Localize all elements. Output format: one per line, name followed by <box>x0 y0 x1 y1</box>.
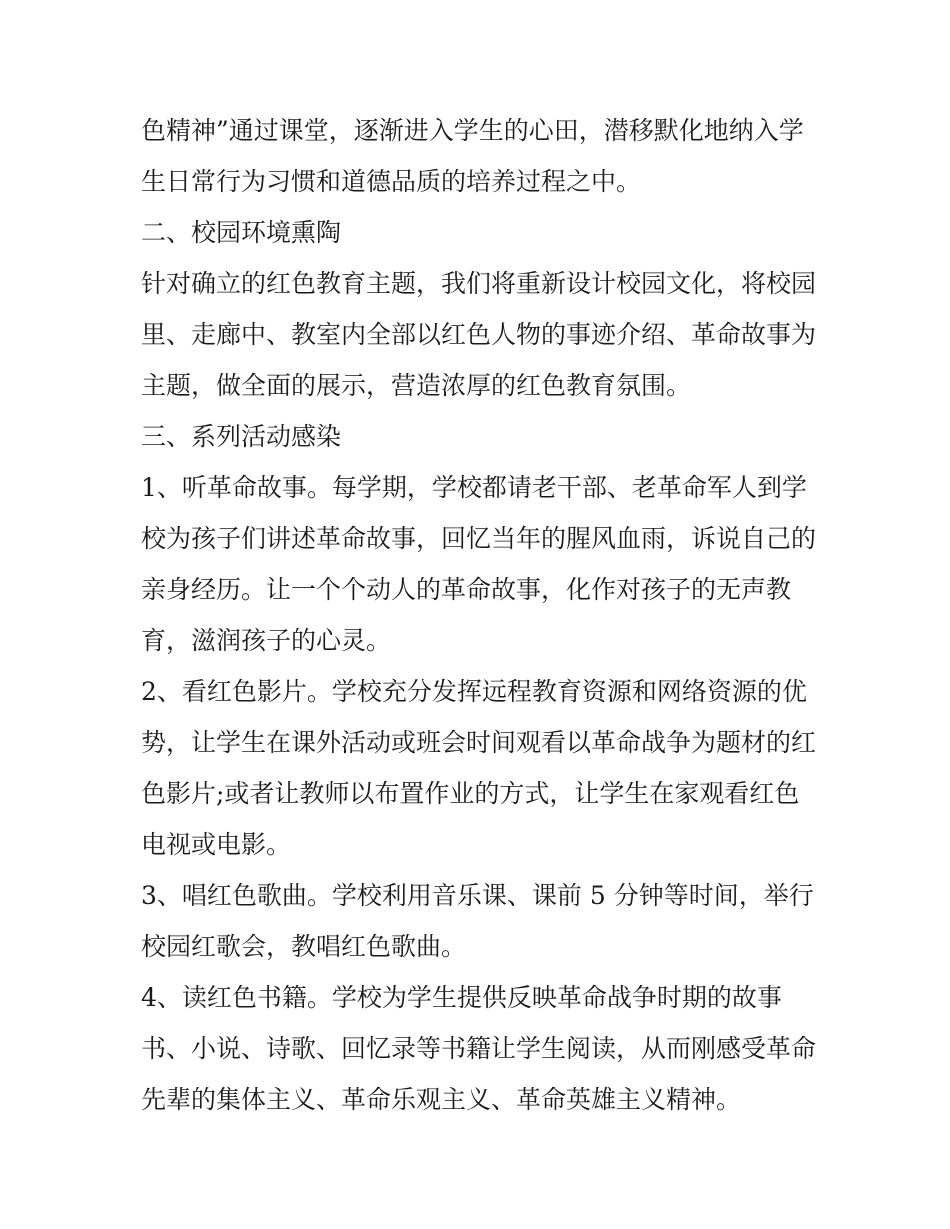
text-line: 4、读红色书籍。学校为学生提供反映革命战争时期的故事 <box>141 983 782 1012</box>
text-line: 里、走廊中、教室内全部以红色人物的事迹介绍、革命故事为 <box>141 320 817 349</box>
text-line: 色精神”通过课堂，逐渐进入学生的心田，潜移默化地纳入学 <box>141 116 804 145</box>
text-line: 电视或电影。 <box>141 830 292 859</box>
text-line: 亲身经历。让一个个动人的革命故事，化作对孩子的无声教 <box>141 575 792 604</box>
text-line: 主题，做全面的展示，营造浓厚的红色教育氛围。 <box>141 371 692 400</box>
text-line: 3、唱红色歌曲。学校利用音乐课、课前 5 分钟等时间，举行 <box>141 881 814 910</box>
text-line: 校园红歌会，教唱红色歌曲。 <box>141 932 467 961</box>
text-line: 先辈的集体主义、革命乐观主义、革命英雄主义精神。 <box>141 1085 742 1114</box>
section-heading: 二、校园环境熏陶 <box>141 218 342 247</box>
text-line: 书、小说、诗歌、回忆录等书籍让学生阅读，从而刚感受革命 <box>141 1034 817 1063</box>
text-line: 育，滋润孩子的心灵。 <box>141 626 392 655</box>
text-line: 1、听革命故事。每学期，学校都请老干部、老革命军人到学 <box>141 473 807 502</box>
text-line: 色影片;或者让教师以布置作业的方式，让学生在家观看红色 <box>141 779 800 808</box>
text-line: 校为孩子们讲述革命故事，回忆当年的腥风血雨，诉说自己的 <box>141 524 817 553</box>
text-line: 针对确立的红色教育主题，我们将重新设计校园文化，将校园 <box>141 269 817 298</box>
section-heading: 三、系列活动感染 <box>141 422 342 451</box>
text-line: 生日常行为习惯和道德品质的培养过程之中。 <box>141 167 642 196</box>
document-body <box>141 105 821 1125</box>
text-line: 2、看红色影片。学校充分发挥远程教育资源和网络资源的优 <box>141 677 807 706</box>
text-line: 势，让学生在课外活动或班会时间观看以革命战争为题材的红 <box>141 728 817 757</box>
